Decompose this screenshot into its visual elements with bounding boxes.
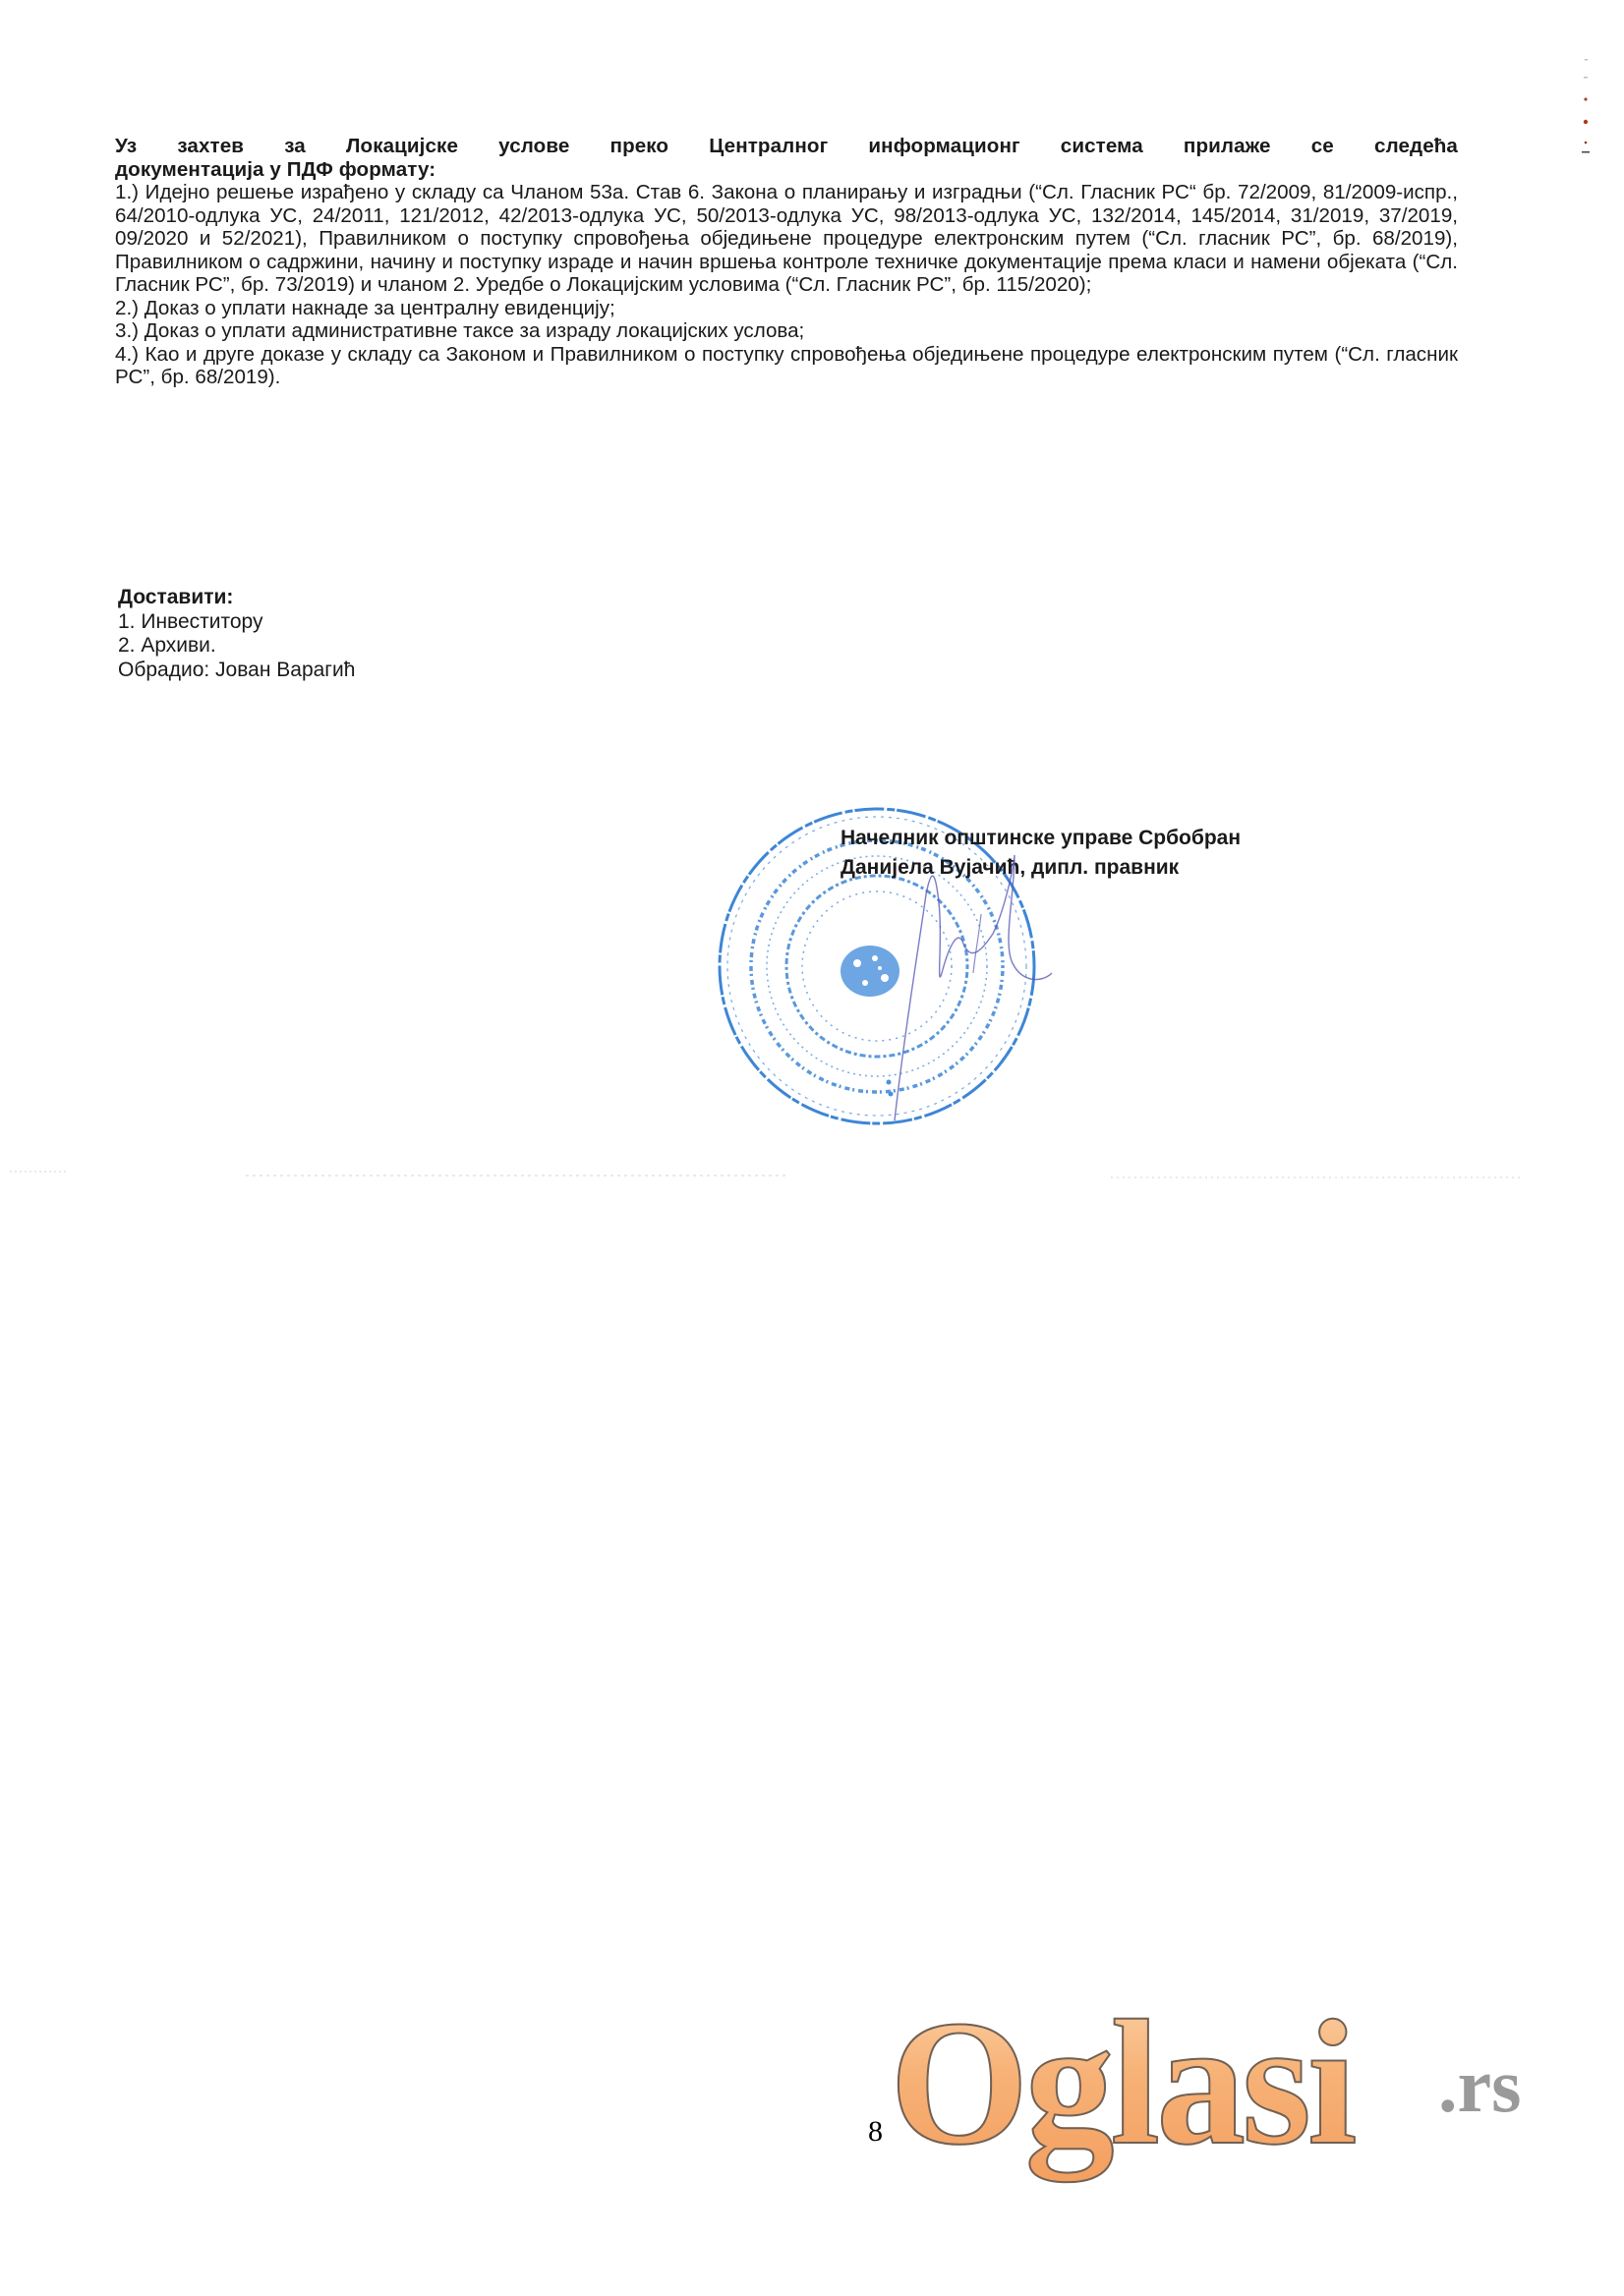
- delivery-recipient: 1. Инвеститору: [118, 609, 263, 633]
- section-heading: [115, 135, 1458, 181]
- scan-artifact-line: [0, 1160, 1624, 1189]
- scan-edge-marks: [1579, 55, 1593, 163]
- requirement-item-3: 3.) Доказ о уплати административне таксе за израду локацијских услова;: [115, 319, 805, 342]
- signatory-title: Начелник општинске управе Србобран: [841, 827, 1242, 849]
- signatory-name: Данијела Вујачић, дипл. правник: [841, 856, 1180, 879]
- delivery-recipient: 2. Архиви.: [118, 634, 216, 658]
- requirement-item-2: 2.) Доказ о уплати накнаде за централну евиденцију;: [115, 296, 615, 319]
- delivery-section: [118, 586, 355, 682]
- heading-line: документација у ПДФ формату:: [115, 157, 436, 181]
- requirement-item-1: 1.) Идејно решење израђено у складу са Чланом 53а. Став 6. Закона о планирању и изградњи (“Сл. Гласник РС“ бр. 72/2009, 81/2009-испр., 64/2010-одлука УС, 24/2011, 121/2012, 42/2013-одлука УС, 50/2013-одлука УС, 98/2013-одлука УС, 132/2014, 145/2014, 31/2019, 37/2019, 09/2020 и 52/2021), Правилником о поступку спровођења обједињене процедуре електронским путем (“Сл. гласник РС”, бр. 68/2019), Правилником о садржини, начину и поступку израде и начин вршења контроле техничке документације према класи и намени објеката (“Сл. Гласник РС”, бр. 73/2019) и чланом 2. Уредбе о Локацијским условима (“Сл. Гласник РС”, бр. 115/2020);: [115, 181, 1458, 296]
- page-number: 8: [868, 2115, 883, 2148]
- processed-by: Обрадио: Јован Варагић: [118, 658, 356, 681]
- logo-tld-text: .rs: [1438, 2042, 1522, 2128]
- heading-line: Уз захтев за Локацијске услове преко Централног информационг система прилаже се следећа: [115, 135, 1458, 157]
- requirements-section: [115, 135, 1458, 389]
- handwritten-signature: [865, 835, 1101, 1130]
- delivery-title: Доставити:: [118, 586, 234, 608]
- logo-brand-text: Oglasi: [890, 1966, 1354, 2202]
- oglasi-watermark-logo: [890, 1966, 1568, 2202]
- requirement-item-4: 4.) Као и друге доказе у складу са Законом и Правилником о поступку спровођења обједињене процедуре електронским путем (“Сл. гласник РС”, бр. 68/2019).: [115, 342, 1458, 388]
